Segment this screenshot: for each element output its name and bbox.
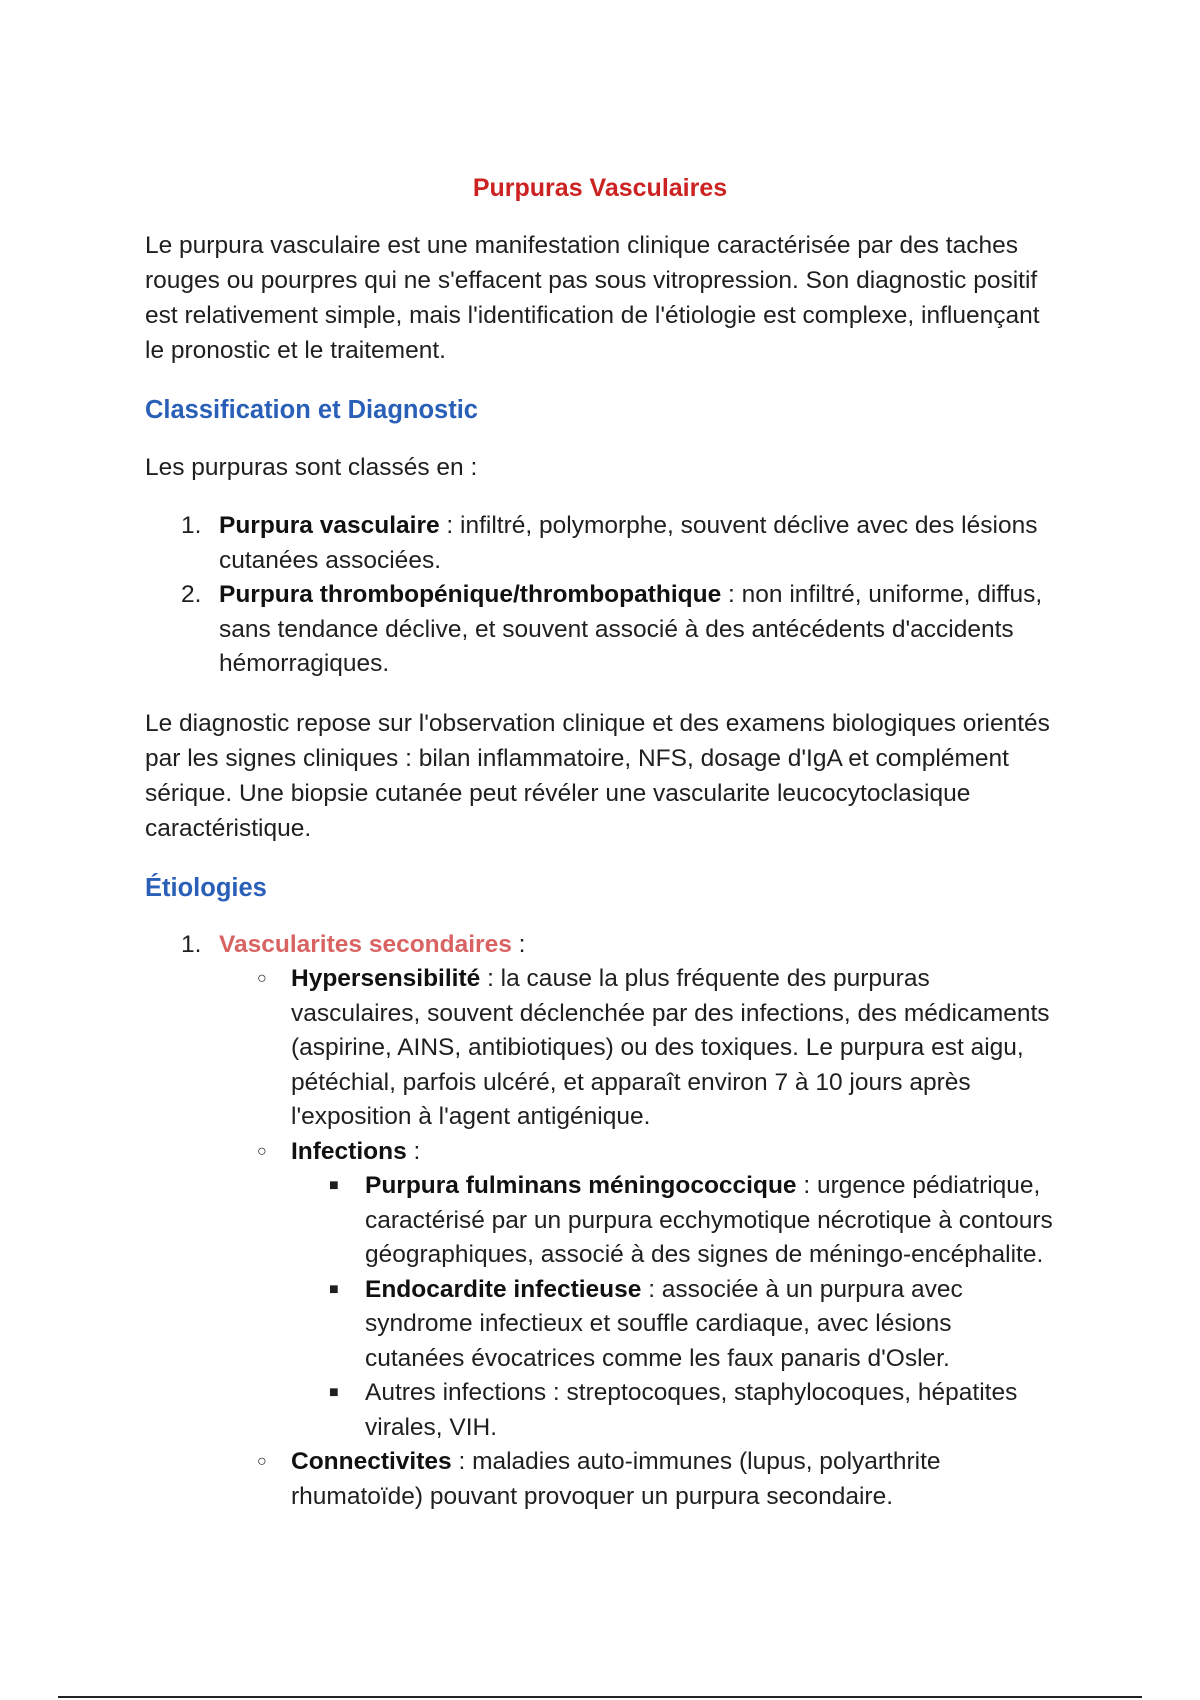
list-number: 2. bbox=[181, 581, 202, 608]
item-text: : la cause la plus fréquente des purpuras vasculaires, souvent déclenchée par des infections, des médicaments (aspirine, AINS, antibiotiques) ou des toxiques. Le purpura est aigu, pétéchial, parfois ulcéré, et apparaît environ 7 à 10 jours après l'exposition à l'agent antigénique. bbox=[291, 965, 1050, 1130]
item-label: Vascularites secondaires bbox=[219, 930, 512, 958]
item-label: Purpura thrombopénique/thrombopathique bbox=[219, 581, 722, 608]
section-heading-etiologies: Étiologies bbox=[145, 873, 267, 902]
square-bullet-icon: ■ bbox=[329, 1384, 339, 1401]
classification-lead: Les purpuras sont classés en : bbox=[145, 454, 478, 481]
etiologies-list bbox=[145, 928, 1055, 1515]
list-number: 1. bbox=[181, 930, 202, 958]
item-label: Endocardite infectieuse bbox=[365, 1275, 642, 1303]
diagnosis-paragraph: Le diagnostic repose sur l'observation clinique et des examens biologiques orientés par les signes cliniques : bilan inflammatoire, NFS, dosage d'IgA et complément sérique. Une biopsie cutanée peut révéler une vascularite leucocytoclasique caractéristique. bbox=[145, 709, 1050, 842]
sub-list-item bbox=[255, 1135, 1055, 1170]
list-item bbox=[181, 928, 1055, 963]
intro-paragraph: Le purpura vasculaire est une manifestation clinique caractérisée par des taches rouges ou pourpres qui ne s'effacent pas sous vitropression. Son diagnostic positif est relativement simple, mais l'identification de l'étiologie est complexe, influençant le pronostic et le traitement. bbox=[145, 232, 1040, 364]
classification-list bbox=[145, 509, 1055, 682]
list-number: 1. bbox=[181, 512, 202, 539]
sub-sub-list-item bbox=[327, 1376, 1055, 1445]
square-bullet-icon: ■ bbox=[329, 1177, 339, 1194]
item-text: : bbox=[406, 1137, 421, 1165]
item-text: : associée à un purpura avec syndrome infectieux et souffle cardiaque, avec lésions cutanées évocatrices comme les faux panaris d'Osler. bbox=[365, 1275, 963, 1372]
item-text: Autres infections : streptocoques, staphylocoques, hépatites virales, VIH. bbox=[365, 1379, 1018, 1441]
list-item bbox=[181, 509, 1055, 578]
circle-bullet-icon: ○ bbox=[257, 1453, 267, 1470]
item-label: Hypersensibilité bbox=[291, 965, 481, 992]
section-heading-classification: Classification et Diagnostic bbox=[145, 396, 478, 424]
circle-bullet-icon: ○ bbox=[257, 1142, 267, 1160]
item-label: Infections bbox=[291, 1137, 407, 1165]
circle-bullet-icon: ○ bbox=[257, 970, 267, 987]
item-label: Purpura fulminans méningococcique bbox=[365, 1172, 797, 1199]
item-text: : infiltré, polymorphe, souvent déclive avec des lésions cutanées associées. bbox=[219, 512, 1038, 574]
square-bullet-icon: ■ bbox=[329, 1280, 339, 1298]
item-text: : bbox=[511, 930, 526, 958]
item-text: : urgence pédiatrique, caractérisé par un purpura ecchymotique nécrotique à contours géographiques, associé à des signes de méningo-encéphalite. bbox=[365, 1172, 1053, 1268]
item-text: : non infiltré, uniforme, diffus, sans tendance déclive, et souvent associé à des antécédents d'accidents hémorragiques. bbox=[219, 581, 1043, 677]
document-page bbox=[145, 170, 1055, 1514]
item-label: Purpura vasculaire bbox=[219, 512, 440, 539]
sub-sub-list-item bbox=[327, 1169, 1055, 1273]
sub-list-item bbox=[255, 1445, 1055, 1514]
page-title: Purpuras Vasculaires bbox=[472, 174, 728, 202]
list-item bbox=[181, 578, 1055, 682]
item-text: : maladies auto-immunes (lupus, polyarthrite rhumatoïde) pouvant provoquer un purpura secondaire. bbox=[291, 1448, 941, 1510]
item-label: Connectivites bbox=[291, 1448, 452, 1475]
sub-list-item bbox=[255, 962, 1055, 1135]
footer-divider bbox=[58, 1696, 1142, 1698]
sub-sub-list-item bbox=[327, 1273, 1055, 1377]
